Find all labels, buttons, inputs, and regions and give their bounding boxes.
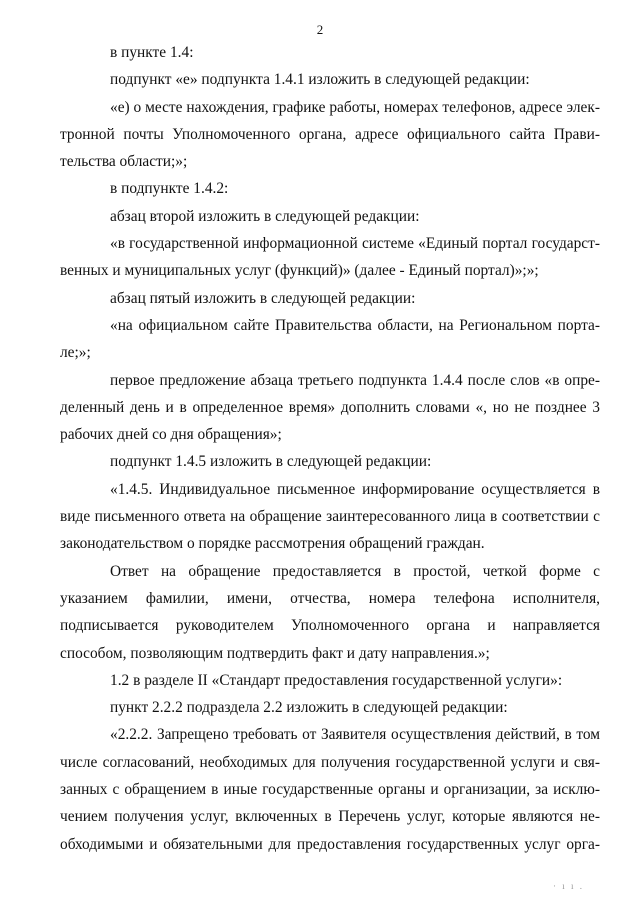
page-number: 2 [316, 22, 324, 37]
paragraph: абзац пятый изложить в следующей редакции: [110, 289, 416, 307]
paragraph: подпункт 1.4.5 изложить в следующей редакции: [110, 453, 432, 471]
paragraph: первое предложение абзаца третьего подпункта 1.4.4 после слов «в определенный день и в определенное время» дополнить словами «, но не позднее 3 рабочих дней со дня обращения»; [60, 371, 600, 444]
paragraph: Ответ на обращение предоставляется в простой, четкой форме с указанием фамилии, имени, отчества, номера телефона исполнителя, подписывается руководителем Уполномоченного органа и направляется способом, позволяющим подтвердить факт и дату направления.»; [60, 562, 600, 662]
paragraph: подпункт «е» подпункта 1.4.1 изложить в следующей редакции: [110, 71, 530, 89]
document-body [60, 39, 600, 858]
paragraph: «на официальном сайте Правительства области, на Региональном портале;»; [60, 316, 600, 362]
paragraph: в подпункте 1.4.2: [110, 180, 229, 198]
paragraph: пункт 2.2.2 подраздела 2.2 изложить в следующей редакции: [110, 699, 508, 717]
paragraph: абзац второй изложить в следующей редакции: [110, 207, 420, 225]
paragraph: «в государственной информационной системе «Единый портал государственных и муниципальных услуг (функций)» (далее - Единый портал)»;»; [60, 235, 600, 280]
paragraph: «е) о месте нахождения, графике работы, номерах телефонов, адресе электронной почты Уполномоченного органа, адресе официального сайта Правительства области;»; [60, 98, 600, 171]
paragraph: в пункте 1.4: [110, 44, 194, 61]
scan-specks: · ı ı . [553, 881, 584, 891]
paragraph: 1.2 в разделе II «Стандарт предоставления государственной услуги»: [110, 671, 563, 689]
paragraph: «1.4.5. Индивидуальное письменное информирование осуществляется в виде письменного ответа на обращение заинтересованного лица в соответствии с законодательством о порядке рассмотрения обращений граждан. [60, 480, 600, 553]
paragraph: «2.2.2. Запрещено требовать от Заявителя осуществления действий, в том числе согласований, необходимых для получения государственной услуги и связанных с обращением в иные государственные органы и организации, за исключением получения услуг, включенных в Перечень услуг, которые являются необходимыми и обязательными для предоставления государственных услуг орга- [60, 726, 600, 853]
